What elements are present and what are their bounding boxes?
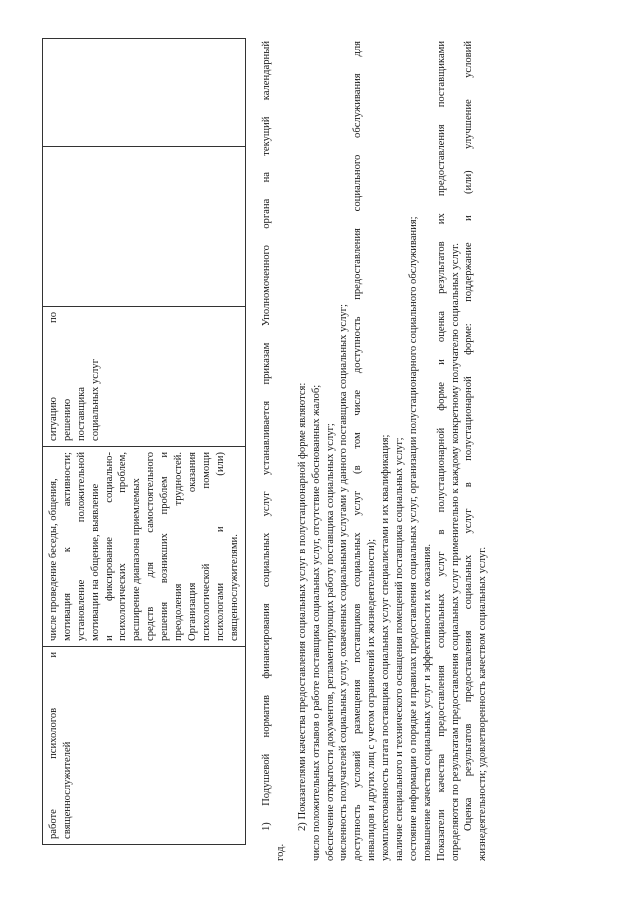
cell-line: средств для самостоятельного [145,452,157,641]
cell-line: священнослужителями. [228,534,240,641]
paragraph-3-line-2: определяются по результатам предоставления социальных услуг применительно к каждому конкретному получателю социальных услуг. [449,243,461,861]
cell-line: решению [61,398,73,441]
cell-line: ситуацию по [48,312,59,441]
table-row [43,39,246,845]
cell-line: решения возникших проблем и [159,452,171,641]
cell-line: Организация оказания [186,452,198,641]
table-cell-empty [43,147,246,307]
cell-line: социальных услуг [89,359,101,441]
cell-line: установление положительной [75,452,87,641]
table-cell-description [43,447,246,647]
cell-line: священнослужителей [61,741,73,839]
table-cell-indicator [43,307,246,447]
paragraph-4-line-1: Оценка результатов предоставления социальных услуг в полустационарной форме: поддержание и (или) улучшение условий [463,41,475,831]
note-2-item: укомплектованность штата поставщика социальных услуг специалистами и их квалификация; [380,434,392,861]
note-2-item: численность получателей социальных услуг, охваченных социальными услугами у данного поставщика социальных услуг; [338,304,350,861]
cell-line: психологических проблем, [117,452,129,641]
note-2-heading: 2) Показателями качества предоставления социальных услуг в полустационарной форме являются: [296,382,308,831]
note-1-line-2: год. [274,843,286,861]
cell-line: расширение диапазона приемлемых [131,478,143,641]
cell-line: мотивация к активности; [61,452,73,641]
cell-line: мотивации на общение, выявление [89,483,101,641]
cell-line: преодоления трудностей. [173,452,185,641]
note-2-item: повышение качества социальных услуг и эффективности их оказания. [421,543,433,861]
paragraph-4-line-2: жизнедеятельности; удовлетворенность качеством социальных услуг. [477,546,489,861]
note-2-item: обеспечение открытости документов, регламентирующих работу поставщика социальных услуг; [324,423,336,861]
services-table [42,38,246,845]
cell-line: и фиксирование социально- [103,452,115,641]
note-2-item: число положительных отзывов о работе поставщика социальных услуг, отсутствие обоснованных жалоб; [310,384,322,861]
spacer [288,41,296,861]
table-cell-service [43,647,246,845]
note-1-line-1: 1) Подушевой норматив финансирования социальных услуг устанавливается приказам Уполномоченного органа на текущий календарный [261,41,272,831]
table-cell-empty [43,39,246,147]
note-2-item: инвалидов и других лиц с учетом ограничений их жизнедеятельности); [366,538,378,861]
note-2-item: наличие специального и технического оснащения помещений поставщика социальных услуг; [394,437,406,861]
note-2-item: состояние информации о порядке и правилах предоставления социальных услуг, организации полустационарного социального обслуживания; [407,216,419,861]
notes-section [260,41,490,861]
cell-line: поставщика [75,387,87,441]
note-2-item: доступность условий размещения поставщиков социальных услуг (в том числе доступность предоставления социального обслуживания для [352,41,364,861]
cell-line: психологами и (или) [214,452,226,641]
cell-line: психологической помощи [200,452,212,641]
paragraph-3-line-1: Показатели качества предоставления социальных услуг в полустационарной форме и оценка результатов их предоставления поставщиками [435,41,447,861]
cell-line: работе психологов и [48,652,59,839]
cell-line: числе проведение беседы, общения, [48,478,59,641]
